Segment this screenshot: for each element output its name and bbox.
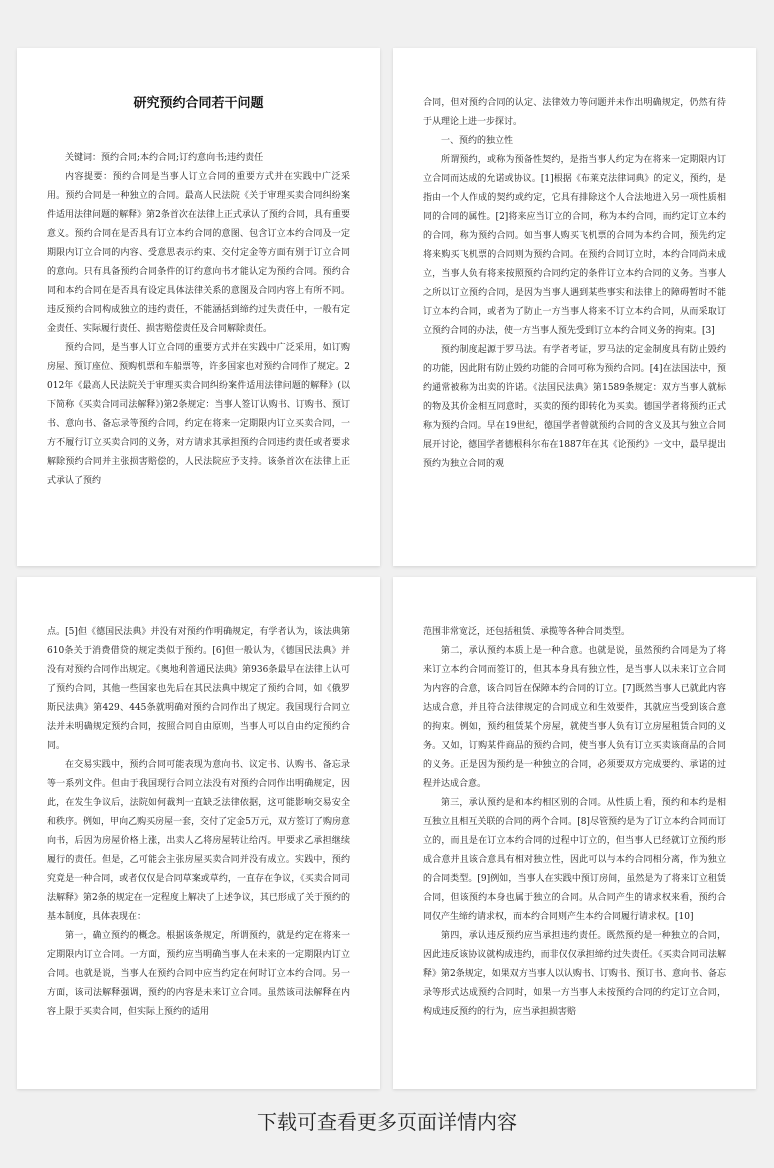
body-paragraph: 所谓预约，或称为预备性契约，是指当事人约定为在将来一定期限内订立合同而达成的允诺或协议。[1]根据《布莱克法律词典》的定义，预约，是指由一个人作成的契约或约定，它具有排除这个人合法地进入另一项性质相同的合同的属性。[2]将来应当订立的合同，称为本约合同，而约定订立本约的合同，称为预约合同。如当事人购买飞机票的合同为本约合同，预先约定将来购买飞机票的合同则为预约合同。在预约合同订立时，本约合同尚未成立，当事人负有将来按照预约合同约定的条件订立本约合同的义务。当事人之所以订立预约合同，是因为当事人遇到某些事实和法律上的障碍暂时不能订立本约合同，或者为了防止一方当事人将来不订立本约合同，从而采取订立预约合同的办法，使一方当事人预先受到订立本约合同义务的拘束。[3] [423, 155, 726, 336]
abstract-paragraph: 内容提要：预约合同是当事人订立合同的重要方式并在实践中广泛采用。预约合同是一种独立的合同。最高人民法院《关于审理买卖合同纠纷案件适用法律问题的解释》第2条首次在法律上正式承认了预约合同，具有重要意义。预约合同在是否具有订立本约合同的意图、包含订立本约合同及一定期限内订立合同的内容、受意思表示约束、交付定金等方面有别于订立合同的意向。只有具备预约合同条件的订约意向书才能认定为预约合同。预约合同和本约合同在是否具有设定具体法律关系的意图及合同内容上有所不同。违反预约合同构成独立的违约责任，不能涵括到缔约过失责任中，一般有定金责任、实际履行责任、损害赔偿责任及合同解除责任。 [47, 172, 350, 334]
body-paragraph: 预约制度起源于罗马法。有学者考证，罗马法的定金制度具有防止毁约的功能，因此附有防止毁约功能的合同可称为预约合同。[4]在法国法中，预约通常被称为出卖的许诺。《法国民法典》第1589条规定：双方当事人就标的物及其价金相互同意时，买卖的预约即转化为买卖。德国学者将预约正式称为预约合同。早在19世纪，德国学者曾就预约合同的含义及其与独立合同展开讨论，德国学者德根科尔布在1887年在其《论预约》一文中，最早提出预约为独立合同的观 [423, 345, 726, 469]
document-page-1 [17, 48, 380, 566]
document-title: 研究预约合同若干问题 [133, 96, 264, 111]
body-paragraph: 第三，承认预约是和本约相区别的合同。从性质上看，预约和本约是相互独立且相互关联的合同的两个合同。[8]尽管预约是为了订立本约合同而订立的，而且是在订立本约合同的过程中订立的，但当事人已经就订立预约形成合意并且该合意具有相对独立性，因此可以与本约合同相分离，作为独立的合同类型。[9]例如，当事人在实践中预订房间，虽然是为了将来订立租赁合同，但该预约本身也属于独立的合同。从合同产生的请求权来看，预约合同仅产生缔约请求权，而本约合同则产生本约合同履行请求权。[10] [423, 798, 726, 922]
body-paragraph: 点。[5]但《德国民法典》并没有对预约作明确规定，有学者认为，该法典第610条关于消费借贷的规定类似于预约。[6]但一般认为，《德国民法典》并没有对预约合同作出规定。《奥地利普通民法典》第936条最早在法律上认可了预约合同，其他一些国家也先后在其民法典中规定了预约合同，如《俄罗斯民法典》第429、445条就明确对预约合同作出了规定。我国现行合同立法并未明确规定预约合同，按照合同自由原则，当事人可以自由约定预约合同。 [47, 627, 350, 751]
document-page-4 [393, 577, 756, 1089]
body-paragraph: 范围非常宽泛，还包括租赁、承揽等各种合同类型。 [423, 627, 631, 637]
document-page-2 [393, 48, 756, 566]
download-more-link[interactable]: 下载可查看更多页面详情内容 [257, 1110, 517, 1134]
body-paragraph: 预约合同，是当事人订立合同的重要方式并在实践中广泛采用，如订购房屋、预订座位、预购机票和车船票等，许多国家也对预约合同作了规定。2012年《最高人民法院关于审理买卖合同纠纷案件适用法律问题的解释》(以下简称《买卖合同司法解释》)第2条规定：当事人签订认购书、订购书、预订书、意向书、备忘录等预约合同，约定在将来一定期限内订立买卖合同，一方不履行订立买卖合同的义务，对方请求其承担预约合同违约责任或者要求解除预约合同并主张损害赔偿的，人民法院应予支持。该条首次在法律上正式承认了预约 [47, 343, 350, 486]
body-paragraph: 第四，承认违反预约应当承担违约责任。既然预约是一种独立的合同，因此违反该协议就构成违约，而非仅仅承担缔约过失责任。《买卖合同司法解释》第2条规定，如果双方当事人以认购书、订购书、预订书、意向书、备忘录等形式达成预约合同时，如果一方当事人未按预约合同的约定订立合同，构成违反预约的行为，应当承担损害赔 [423, 931, 726, 1017]
document-page-3 [17, 577, 380, 1089]
body-paragraph: 第一，确立预约的概念。根据该条规定，所谓预约，就是约定在将来一定期限内订立合同。一方面，预约应当明确当事人在未来的一定期限内订立合同。也就是说，当事人在预约合同中应当约定在何时订立本约合同。另一方面，该司法解释强调，预约的内容是未来订立合同。虽然该司法解释在内容上限于买卖合同，但实际上预约的适用 [47, 931, 350, 1017]
section-heading: 一、预约的独立性 [441, 136, 514, 146]
keywords-paragraph: 关键词：预约合同;本约合同;订约意向书;违约责任 [65, 153, 264, 163]
body-paragraph: 第二，承认预约本质上是一种合意。也就是说，虽然预约合同是为了将来订立本约合同而签订的，但其本身具有独立性，是当事人以未来订立合同为内容的合意，该合同旨在保障本约合同的订立。[7]既然当事人已就此内容达成合意，并且符合法律规定的合同成立和生效要件，其就应当受到该合意的拘束。例如，预约租赁某个房屋，就使当事人负有订立房屋租赁合同的义务。又如，订购某件商品的预约合同，使当事人负有订立买卖该商品的合同的义务。正是因为预约是一种独立的合同，必须要双方完成要约、承诺的过程并达成合意。 [423, 646, 726, 789]
body-paragraph: 在交易实践中，预约合同可能表现为意向书、议定书、认购书、备忘录等一系列文件。但由于我国现行合同立法没有对预约合同作出明确规定，因此，在发生争议后，法院如何裁判一直缺乏法律依据，这可能影响交易安全和秩序。例如，甲向乙购买房屋一套，交付了定金5万元，双方签订了购房意向书，后因为房屋价格上涨，出卖人乙将房屋转让给丙。甲要求乙承担继续履行的责任。但是，乙可能会主张房屋买卖合同并没有成立。实践中，预约究竟是一种合同，或者仅仅是合同草案或草约，一直存在争议，《买卖合同司法解释》第2条的规定在一定程度上解决了上述争议，其已形成了关于预约的基本制度，具体表现在： [47, 760, 350, 922]
body-paragraph: 合同，但对预约合同的认定、法律效力等问题并未作出明确规定，仍然有待于从理论上进一步探讨。 [423, 98, 726, 127]
